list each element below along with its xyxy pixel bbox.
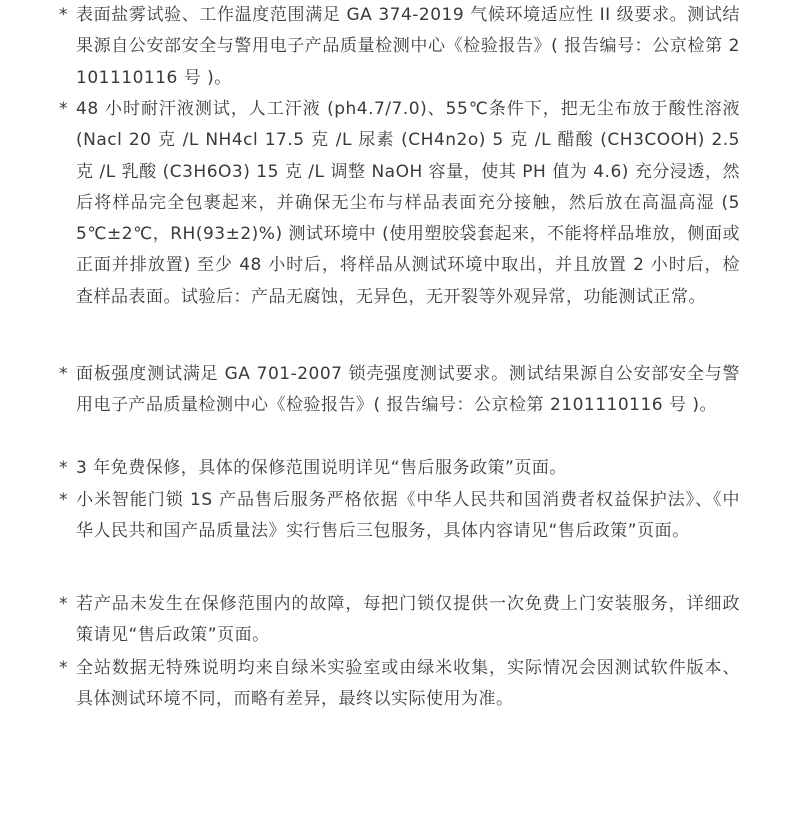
asterisk-marker: * xyxy=(59,490,68,510)
asterisk-marker: * xyxy=(59,364,68,384)
footnote-data-source xyxy=(0,653,790,716)
asterisk-marker: * xyxy=(59,458,68,478)
footnote-sweat-test xyxy=(0,94,790,313)
asterisk-marker: * xyxy=(59,5,68,25)
footnote-text: 48 小时耐汗液测试，人工汗液 (ph4.7/7.0)、55℃条件下，把无尘布放于酸性溶液 (Nacl 20 克 /L NH4cl 17.5 克 /L 尿素 (CH4n2o) 5 克 /L 醋酸 (CH3COOH) 2.5 克 /L 乳酸 (C3H6O3) 15 克 /L 调整 NaOH 容量，使其 PH 值为 4.6) 充分浸透，然后将样品完全包裹起来，并确保无尘布与样品表面充分接触，然后放在高温高湿 (55℃±2℃，RH(93±2)%) 测试环境中 (使用塑胶袋套起来，不能将样品堆放，侧面或正面并排放置) 至少 48 小时后，将样品从测试环境中取出，并且放置 2 小时后，检查样品表面。试验后：产品无腐蚀，无异色，无开裂等外观异常，功能测试正常。 xyxy=(76,99,740,307)
footnote-text: 小米智能门锁 1S 产品售后服务严格依据《中华人民共和国消费者权益保护法》、《中华人民共和国产品质量法》实行售后三包服务，具体内容请见“售后政策”页面。 xyxy=(76,490,740,542)
footnote-installation xyxy=(0,589,790,652)
footnote-salt-spray xyxy=(0,0,790,94)
footnote-panel-strength xyxy=(0,359,790,422)
footnote-warranty xyxy=(0,453,790,484)
footnote-text: 表面盐雾试验、工作温度范围满足 GA 374-2019 气候环境适应性 II 级要求。测试结果源自公安部安全与警用电子产品质量检测中心《检验报告》( 报告编号：公京检第 2101110116 号 )。 xyxy=(76,5,740,88)
asterisk-marker: * xyxy=(59,658,68,678)
footnote-text: 3 年免费保修，具体的保修范围说明详见“售后服务政策”页面。 xyxy=(76,458,567,478)
footnote-text: 面板强度测试满足 GA 701-2007 锁壳强度测试要求。测试结果源自公安部安全与警用电子产品质量检测中心《检验报告》( 报告编号：公京检第 2101110116 号 )。 xyxy=(76,364,740,416)
footnote-after-sales xyxy=(0,485,790,548)
asterisk-marker: * xyxy=(59,99,68,119)
footnote-text: 若产品未发生在保修范围内的故障，每把门锁仅提供一次免费上门安装服务，详细政策请见“售后政策”页面。 xyxy=(76,594,740,646)
footnote-text: 全站数据无特殊说明均来自绿米实验室或由绿米收集，实际情况会因测试软件版本、具体测试环境不同，而略有差异，最终以实际使用为准。 xyxy=(76,658,740,710)
asterisk-marker: * xyxy=(59,594,68,614)
